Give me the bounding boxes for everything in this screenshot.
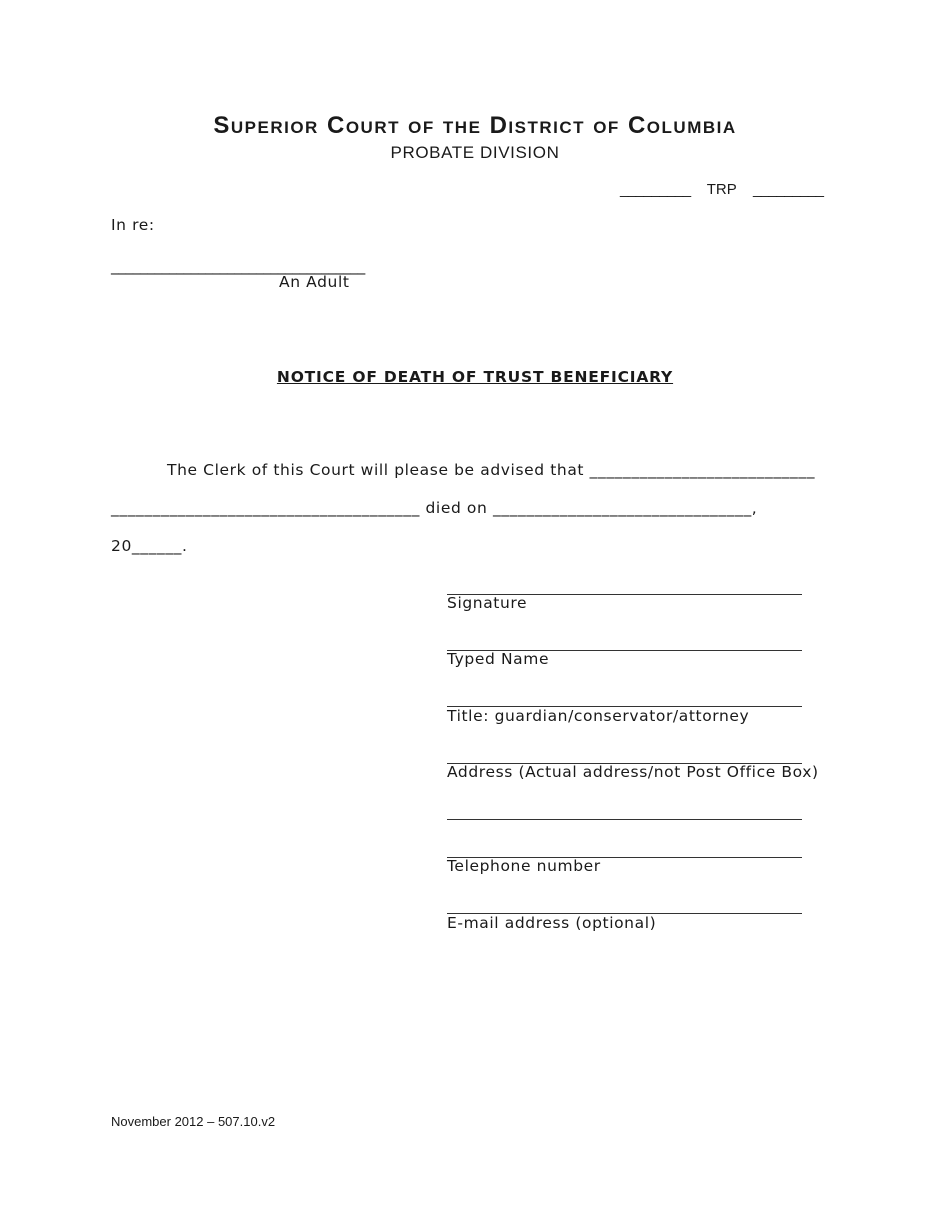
email-label: E-mail address (optional) <box>447 914 657 932</box>
form-footer: November 2012 – 507.10.v2 <box>111 1114 276 1129</box>
title-label: Title: guardian/conservator/attorney <box>447 707 750 725</box>
court-title: Superior Court of the District of Columbia <box>213 112 737 139</box>
body-line-2: _____________________________________ died on _______________________________, <box>111 499 758 517</box>
typed-name-label: Typed Name <box>447 650 550 668</box>
signature-label: Signature <box>447 594 528 612</box>
trp-label: TRP <box>706 181 737 198</box>
body-line-1: The Clerk of this Court will please be advised that ___________________________ <box>167 461 816 479</box>
telephone-label: Telephone number <box>447 857 601 875</box>
an-adult-label: An Adult <box>279 273 350 291</box>
body-line-3: 20______. <box>111 537 188 555</box>
division-title: PROBATE DIVISION <box>390 143 560 162</box>
adult-name-blank[interactable]: ___________________________________ <box>111 257 365 275</box>
notice-title: NOTICE OF DEATH OF TRUST BENEFICIARY <box>276 368 674 386</box>
address-line-2[interactable] <box>447 819 802 820</box>
address-label: Address (Actual address/not Post Office Box) <box>447 763 819 781</box>
trp-blank-left[interactable]: _________ <box>620 181 691 198</box>
in-re-label: In re: <box>111 216 155 234</box>
trp-row <box>620 181 824 198</box>
trp-blank-right[interactable]: _________ <box>752 181 824 198</box>
